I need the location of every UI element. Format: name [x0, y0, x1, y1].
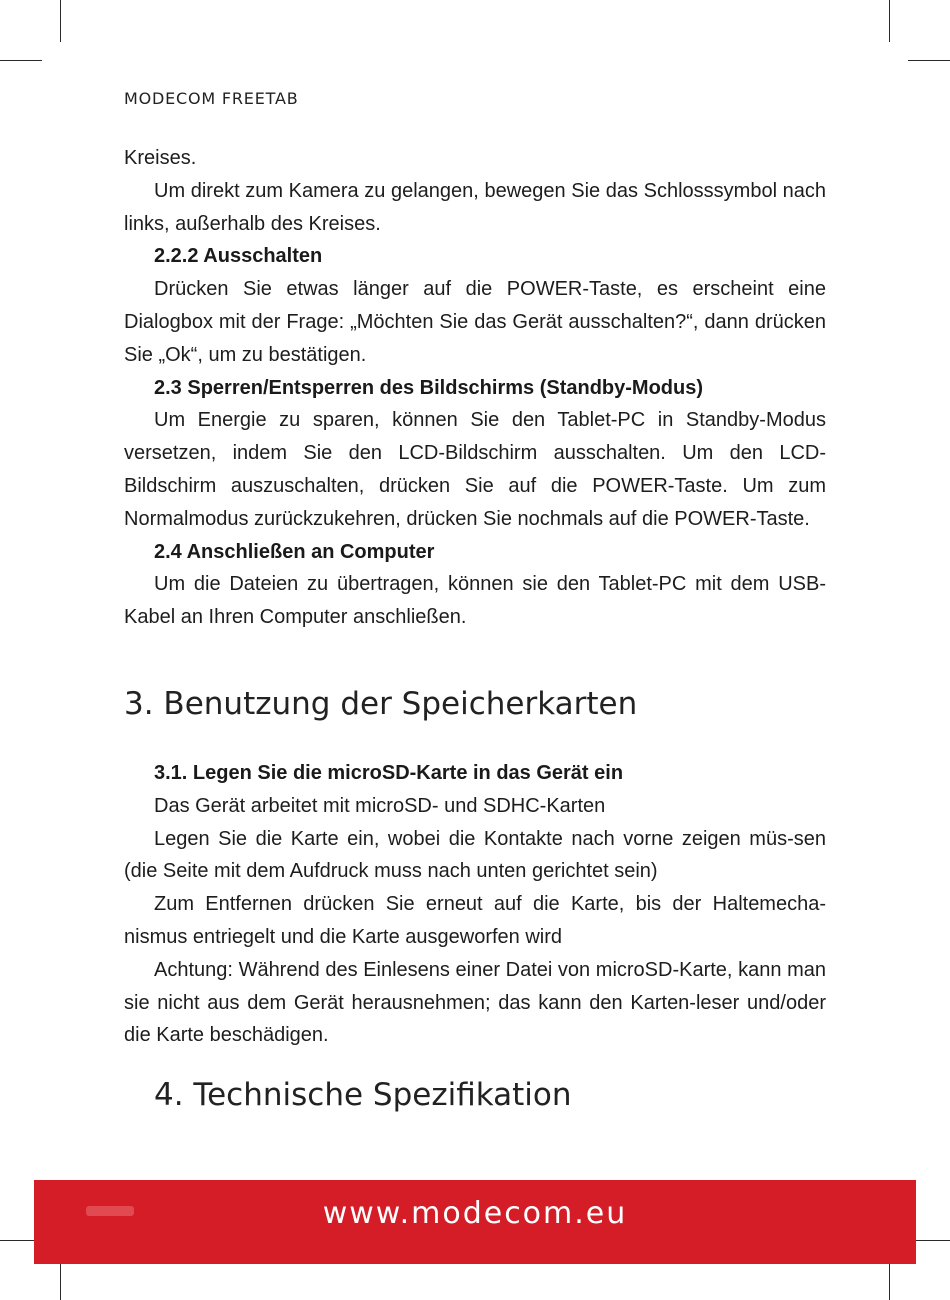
paragraph: Um die Dateien zu übertragen, können sie den Tablet-PC mit dem USB-Kabel an Ihren Computer anschließen. — [124, 573, 826, 629]
crop-mark-top-right — [889, 0, 890, 42]
subheading: 3.1. Legen Sie die microSD-Karte in das Gerät ein — [154, 762, 624, 784]
paragraph: Drücken Sie etwas länger auf die POWER-Taste, es erscheint eine Dialogbox mit der Frage: „Möchten Sie das Gerät ausschalten?“, dann drücken Sie „Ok“, um zu bestätigen. — [124, 278, 826, 366]
paragraph: Zum Entfernen drücken Sie erneut auf die Karte, bis der Haltemecha-nismus entriegelt und die Karte ausgeworfen wird — [124, 893, 826, 948]
crop-mark-right-top — [908, 60, 950, 61]
footer-bar — [34, 1180, 916, 1264]
crop-mark-left-top — [0, 60, 42, 61]
paragraph: Das Gerät arbeitet mit microSD- und SDHC-Karten — [154, 794, 606, 817]
page-body — [124, 142, 826, 634]
section-body — [124, 757, 826, 1052]
subheading: 2.2.2 Ausschalten — [154, 245, 323, 268]
crop-mark-bottom-left — [60, 1258, 61, 1300]
section-heading: 4. Technische Spezifikation — [154, 1077, 572, 1113]
paragraph: Um direkt zum Kamera zu gelangen, bewegen Sie das Schlosssymbol nach links, außerhalb des Kreises. — [124, 179, 826, 235]
paragraph: Um Energie zu sparen, können Sie den Tablet-PC in Standby-Modus versetzen, indem Sie den LCD-Bildschirm ausschalten. Um den LCD-Bildschirm auszuschalten, drücken Sie auf die POWER-Taste. Um zum Normalmodus zurückzukehren, drücken Sie nochmals auf die POWER-Taste. — [124, 409, 826, 530]
subheading: 2.3 Sperren/Entsperren des Bildschirms (Standby-Modus) — [154, 376, 704, 399]
footer-url[interactable]: www.modecom.eu — [322, 1196, 628, 1231]
crop-mark-top-left — [60, 0, 61, 42]
crop-mark-bottom-right — [889, 1258, 890, 1300]
section-heading: 3. Benutzung der Speicherkarten — [124, 686, 638, 722]
subheading: 2.4 Anschließen an Computer — [154, 540, 435, 563]
paragraph: Legen Sie die Karte ein, wobei die Kontakte nach vorne zeigen müs-sen (die Seite mit dem Aufdruck muss nach unten gerichtet sein) — [124, 827, 826, 883]
paragraph: Kreises. — [124, 147, 197, 169]
running-header: MODECOM FREETAB — [124, 89, 299, 108]
paragraph: Achtung: Während des Einlesens einer Datei von microSD-Karte, kann man sie nicht aus dem Gerät herausnehmen; das kann den Karten-leser und/oder die Karte beschädigen. — [124, 958, 826, 1047]
